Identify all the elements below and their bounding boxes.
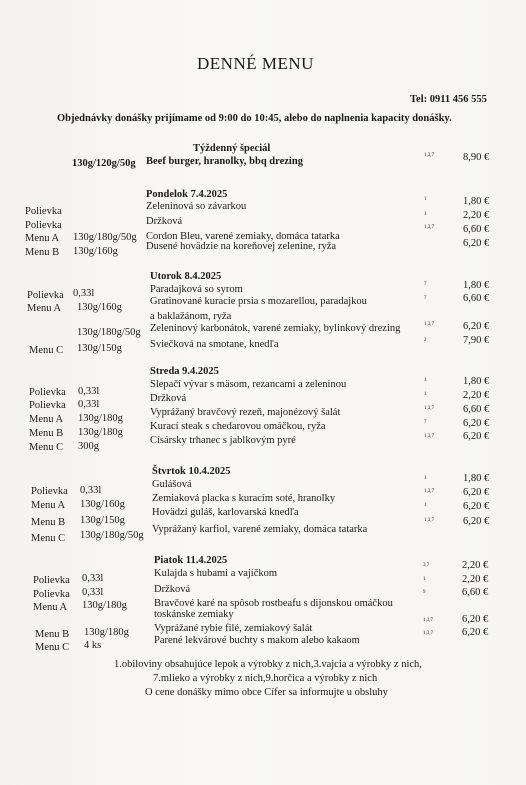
item-dish: Paradajková so syrom [150, 284, 243, 295]
item-allergens: 1,3,7 [424, 406, 434, 411]
phone-number: Tel: 0911 456 555 [410, 94, 487, 105]
item-allergens: 1 [424, 476, 427, 481]
item-qty: 0,33l [80, 485, 102, 496]
delivery-note: O cene donášky mimo obce Cífer sa informujte u obsluhy [145, 687, 388, 698]
item-dish: Vyprážané rybie filé, zemiakový šalát [154, 623, 313, 634]
item-dish: Zemiaková placka s kuracím soté, hranolky [152, 493, 336, 504]
item-qty: 0,33l [82, 573, 104, 584]
item-dish: Vyprážaný karfiol, varené zemiaky, domáca tatarka [152, 524, 368, 535]
item-dish: Hovädzí guláš, karlovarská knedľa [152, 507, 299, 518]
item-label: Menu C [35, 642, 70, 653]
item-price: 6,20 € [462, 614, 489, 625]
item-dish: Vyprážaný bravčový rezeň, majonézový šalát [150, 407, 341, 418]
item-price: 6,60 € [463, 404, 490, 415]
weekly-dish: Beef burger, hranolky, bbq drezing [146, 156, 303, 167]
legend-line-2: 7.mlieko a výrobky z nich,9.horčica a výrobky z nich [153, 673, 378, 684]
item-dish-cont: toskánske zemiaky [154, 609, 234, 620]
item-dish: Držková [146, 216, 183, 227]
day-heading: Streda 9.4.2025 [150, 366, 219, 377]
item-dish: Slepačí vývar s mäsom, rezancami a zeleninou [150, 379, 347, 390]
item-label: Polievka [27, 290, 64, 301]
weekly-qty: 130g/120g/50g [72, 158, 136, 169]
item-dish: Zeleninová so závarkou [146, 201, 247, 212]
item-label: Polievka [29, 387, 66, 398]
item-price: 6,20 € [463, 431, 490, 442]
item-label: Menu B [25, 247, 60, 258]
item-label: Menu C [29, 345, 64, 356]
item-qty: 130g/180g/50g [80, 530, 144, 541]
weekly-price: 8,90 € [463, 152, 490, 163]
item-price: 7,90 € [463, 335, 490, 346]
item-price: 1,80 € [463, 280, 490, 291]
item-allergens: 7 [424, 420, 427, 425]
item-allergens: 1 [423, 577, 426, 582]
item-allergens: 1,3,7 [424, 225, 434, 230]
item-price: 6,20 € [463, 238, 490, 249]
item-allergens: 1 [424, 503, 427, 508]
weekly-heading: Týždenný špeciál [193, 143, 271, 154]
item-price: 6,20 € [463, 321, 490, 332]
item-dish: Sviečková na smotane, knedľa [150, 339, 279, 350]
item-price: 6,60 € [462, 587, 489, 598]
item-label: Menu B [29, 428, 64, 439]
item-dish: Bravčové karé na spôsob rostbeafu s dijonskou omáčkou [154, 598, 393, 609]
item-dish: Cordon Bleu, varené zemiaky, domáca tatarka [146, 231, 340, 242]
item-allergens: 1,3,7 [423, 631, 433, 636]
item-price: 6,20 € [463, 418, 490, 429]
item-price: 2,20 € [463, 210, 490, 221]
item-allergens: 1,3,7 [424, 322, 434, 327]
item-label: Menu C [29, 442, 64, 453]
item-label: Menu A [29, 414, 64, 425]
item-allergens: 7 [424, 296, 427, 301]
item-qty: 130g/180g [84, 627, 129, 638]
item-qty: 0,33l [78, 399, 100, 410]
item-allergens: 1 [424, 197, 427, 202]
item-label: Polievka [29, 400, 66, 411]
day-heading: Piatok 11.4.2025 [154, 555, 228, 566]
item-label: Menu A [27, 303, 62, 314]
page-title: DENNÉ MENU [197, 54, 314, 73]
item-qty: 130g/180g/50g [77, 327, 141, 338]
item-allergens: 1,3,7 [424, 518, 434, 523]
item-qty: 4 ks [84, 640, 102, 651]
item-allergens: 1 [424, 212, 427, 217]
item-qty: 130g/160g [73, 246, 118, 257]
item-price: 1,80 € [463, 196, 490, 207]
item-price: 6,20 € [463, 516, 490, 527]
item-label: Menu C [31, 533, 66, 544]
item-allergens: 1,3,7 [423, 618, 433, 623]
order-note: Objednávky donášky prijímame od 9:00 do 10:45, alebo do naplnenia kapacity donášky. [57, 113, 452, 124]
item-label: Menu A [25, 233, 60, 244]
item-qty: 130g/160g [80, 499, 125, 510]
item-allergens: 1 [424, 378, 427, 383]
item-label: Menu B [31, 517, 66, 528]
item-price: 6,60 € [463, 293, 490, 304]
item-dish: Dusené hovädzie na koreňovej zelenine, ryža [146, 241, 337, 252]
day-heading: Štvrtok 10.4.2025 [152, 466, 231, 477]
item-dish: Parené lekvárové buchty s makom alebo kakaom [154, 635, 360, 646]
item-qty: 130g/180g [82, 600, 127, 611]
item-price: 1,80 € [463, 376, 490, 387]
item-allergens: 9 [423, 590, 426, 595]
item-label: Menu A [33, 602, 68, 613]
item-allergens: 2 [424, 338, 427, 343]
item-label: Polievka [31, 486, 68, 497]
item-label: Polievka [25, 220, 62, 231]
item-label: Polievka [33, 575, 70, 586]
item-dish: Držková [150, 393, 187, 404]
item-qty: 0,33l [78, 386, 100, 397]
day-heading: Utorok 8.4.2025 [150, 271, 222, 282]
legend-line-1: 1.obiloviny obsahujúce lepok a výrobky z nich,3.vajcia a výrobky z nich, [114, 659, 422, 670]
item-price: 2,20 € [462, 560, 489, 571]
item-price: 1,80 € [463, 473, 490, 484]
item-dish: Císársky trhanec s jablkovým pyré [150, 435, 296, 446]
item-label: Polievka [33, 589, 70, 600]
item-qty: 130g/180g [78, 413, 123, 424]
item-price: 6,60 € [463, 224, 490, 235]
item-qty: 0,33l [82, 587, 104, 598]
item-allergens: 3,7 [423, 563, 430, 568]
item-allergens: 1,3,7 [424, 434, 434, 439]
item-qty: 130g/180g/50g [73, 232, 137, 243]
item-dish: Držková [154, 584, 191, 595]
item-price: 6,20 € [462, 627, 489, 638]
item-dish: Gulášová [152, 479, 192, 490]
item-dish: Kulajda s hubami a vajíčkom [154, 568, 278, 579]
item-dish: Zeleninový karbonátok, varené zemiaky, bylinkový drezing [150, 323, 401, 334]
item-price: 2,20 € [463, 390, 490, 401]
item-qty: 130g/150g [80, 515, 125, 526]
item-label: Menu A [31, 500, 66, 511]
item-qty: 300g [78, 441, 99, 452]
item-qty: 130g/150g [77, 343, 122, 354]
item-label: Menu B [35, 629, 70, 640]
item-dish: Kurací steak s chedarovou omáčkou, ryža [150, 421, 326, 432]
item-allergens: 1,3,7 [424, 489, 434, 494]
item-allergens: 1 [424, 392, 427, 397]
item-dish-cont: a baklažánom, ryža [150, 311, 232, 322]
item-qty: 0,33l [73, 288, 95, 299]
item-price: 2,20 € [462, 574, 489, 585]
item-qty: 130g/160g [77, 302, 122, 313]
item-price: 6,20 € [463, 501, 490, 512]
weekly-allergens: 1,3,7 [424, 153, 434, 158]
day-heading: Pondelok 7.4.2025 [146, 189, 228, 200]
item-label: Polievka [25, 206, 62, 217]
item-allergens: 7 [424, 282, 427, 287]
item-price: 6,20 € [463, 487, 490, 498]
item-qty: 130g/180g [78, 427, 123, 438]
item-dish: Gratinované kuracie prsia s mozarellou, paradajkou [150, 296, 367, 307]
